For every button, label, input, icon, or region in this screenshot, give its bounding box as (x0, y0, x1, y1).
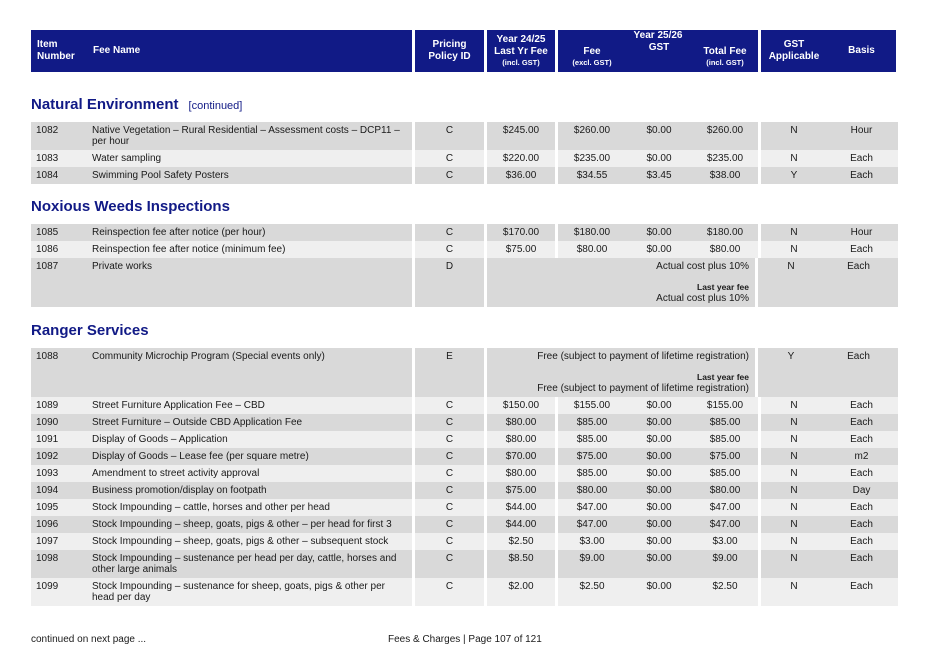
page-info: Fees & Charges | Page 107 of 121 (388, 634, 542, 645)
basis: m2 (854, 451, 869, 462)
fee-name: Stock Impounding – sheep, goats, pigs & other – per head for first 3 (92, 519, 392, 530)
item-number: 1092 (36, 451, 59, 462)
total-fee: $180.00 (706, 227, 744, 238)
pricing-policy-id: C (445, 468, 454, 479)
gst-applicable: Y (787, 351, 795, 362)
continued-note: continued on next page ... (31, 634, 147, 645)
gst-amount: $0.00 (646, 227, 672, 238)
gst-amount: $0.00 (646, 536, 672, 547)
basis: Each (850, 244, 873, 255)
basis: Each (850, 468, 873, 479)
gst-amount: $3.45 (646, 170, 672, 181)
last-year-fee-text: Actual cost plus 10% (656, 293, 749, 304)
gst-applicable: N (790, 502, 798, 513)
gst-applicable: N (790, 153, 798, 164)
total-fee: $38.00 (709, 170, 741, 181)
fee-name: Stock Impounding – sustenance per head per day, cattle, horses and other large animals (92, 553, 397, 575)
fee-excl-gst: $9.00 (579, 553, 605, 564)
total-fee: $9.00 (712, 553, 738, 564)
total-fee: $80.00 (709, 485, 741, 496)
section-title-text: Ranger Services (31, 322, 149, 339)
total-fee: $85.00 (709, 468, 741, 479)
gst-amount: $0.00 (646, 244, 672, 255)
basis: Hour (850, 227, 873, 238)
gst-applicable: N (790, 451, 798, 462)
fee-excl-gst: $80.00 (576, 485, 608, 496)
table-row (31, 482, 898, 499)
total-fee: $85.00 (709, 417, 741, 428)
pricing-policy-id: C (445, 581, 454, 592)
last-year-fee: $2.00 (508, 581, 534, 592)
fee-excl-gst: $235.00 (573, 153, 611, 164)
fee-name: Private works (92, 261, 153, 272)
fee-text-span (487, 258, 755, 307)
gst-applicable: N (790, 227, 798, 238)
header-basis: Basis (827, 30, 896, 72)
table-row (31, 550, 898, 578)
basis: Each (850, 417, 873, 428)
fee-excl-gst: $80.00 (576, 244, 608, 255)
fee-name: Reinspection fee after notice (per hour) (92, 227, 266, 238)
section-title (31, 196, 898, 218)
fee-name: Water sampling (92, 153, 162, 164)
item-number: 1083 (36, 153, 59, 164)
section-title (31, 320, 898, 342)
table-row (31, 533, 898, 550)
table-row (31, 122, 898, 150)
basis: Each (847, 261, 870, 272)
last-year-fee: $2.50 (508, 536, 534, 547)
header-fee: Fee (excl. GST) (558, 41, 626, 72)
basis: Hour (850, 125, 873, 136)
pricing-policy-id: C (445, 153, 454, 164)
gst-amount: $0.00 (646, 451, 672, 462)
fee-table-page (31, 30, 898, 606)
header-pricing-policy: Pricing Policy ID (415, 30, 484, 72)
table-row (31, 167, 898, 184)
fee-name: Swimming Pool Safety Posters (92, 170, 229, 181)
fee-name: Amendment to street activity approval (92, 468, 260, 479)
table-row (31, 578, 898, 606)
pricing-policy-id: C (445, 485, 454, 496)
gst-applicable: N (790, 468, 798, 479)
table-row (31, 465, 898, 482)
gst-applicable: N (787, 261, 795, 272)
gst-amount: $0.00 (646, 434, 672, 445)
fee-sections (31, 94, 898, 606)
pricing-policy-id: C (445, 227, 454, 238)
last-year-fee: $75.00 (505, 485, 537, 496)
last-year-fee-label: Last year fee (697, 282, 749, 292)
gst-amount: $0.00 (646, 519, 672, 530)
gst-amount: $0.00 (646, 485, 672, 496)
section-title-text: Noxious Weeds Inspections (31, 198, 230, 215)
fee-name: Business promotion/display on footpath (92, 485, 267, 496)
gst-applicable: N (790, 125, 798, 136)
fee-name: Street Furniture – Outside CBD Application Fee (92, 417, 303, 428)
fee-excl-gst: $155.00 (573, 400, 611, 411)
total-fee: $75.00 (709, 451, 741, 462)
last-year-fee: $80.00 (505, 417, 537, 428)
fee-excl-gst: $85.00 (576, 434, 608, 445)
fee-text: Actual cost plus 10% (656, 261, 749, 272)
table-row (31, 150, 898, 167)
header-gst-applicable: GST Applicable (761, 30, 827, 72)
gst-amount: $0.00 (646, 581, 672, 592)
last-year-fee: $8.50 (508, 553, 534, 564)
header-fee-name: Fee Name (87, 30, 412, 72)
gst-amount: $0.00 (646, 125, 672, 136)
basis: Each (850, 581, 873, 592)
fee-excl-gst: $85.00 (576, 417, 608, 428)
item-number: 1087 (36, 261, 59, 272)
gst-applicable: N (790, 536, 798, 547)
total-fee: $2.50 (712, 581, 738, 592)
fee-excl-gst: $34.55 (576, 170, 608, 181)
fee-excl-gst: $260.00 (573, 125, 611, 136)
basis: Each (850, 434, 873, 445)
header-year-2526-group: Year 25/26 Fee (excl. GST) GST Total Fee (incl. GST) (558, 30, 758, 72)
basis: Each (850, 153, 873, 164)
pricing-policy-id: C (445, 170, 454, 181)
pricing-policy-id: C (445, 536, 454, 547)
fee-text: Free (subject to payment of lifetime registration) (537, 351, 749, 362)
gst-amount: $0.00 (646, 153, 672, 164)
fee-excl-gst: $47.00 (576, 502, 608, 513)
table-row (31, 516, 898, 533)
total-fee: $235.00 (706, 153, 744, 164)
table-row (31, 258, 898, 307)
gst-amount: $0.00 (646, 417, 672, 428)
total-fee: $47.00 (709, 502, 741, 513)
gst-applicable: N (790, 485, 798, 496)
basis: Each (850, 519, 873, 530)
total-fee: $155.00 (706, 400, 744, 411)
pricing-policy-id: D (445, 261, 454, 272)
basis: Each (850, 536, 873, 547)
total-fee: $85.00 (709, 434, 741, 445)
section-title-text: Natural Environment (31, 96, 179, 113)
pricing-policy-id: E (446, 351, 453, 362)
pricing-policy-id: C (445, 451, 454, 462)
total-fee: $3.00 (712, 536, 738, 547)
basis: Day (852, 485, 871, 496)
last-year-fee: $44.00 (505, 502, 537, 513)
gst-applicable: N (790, 417, 798, 428)
last-year-fee: $220.00 (502, 153, 540, 164)
item-number: 1086 (36, 244, 59, 255)
last-year-fee: $75.00 (505, 244, 537, 255)
basis: Each (850, 553, 873, 564)
pricing-policy-id: C (445, 502, 454, 513)
item-number: 1097 (36, 536, 59, 547)
item-number: 1088 (36, 351, 59, 362)
item-number: 1098 (36, 553, 59, 564)
item-number: 1091 (36, 434, 59, 445)
basis: Each (850, 400, 873, 411)
fee-excl-gst: $180.00 (573, 227, 611, 238)
item-number: 1089 (36, 400, 59, 411)
basis: Each (850, 502, 873, 513)
last-year-fee: $44.00 (505, 519, 537, 530)
gst-applicable: N (790, 581, 798, 592)
pricing-policy-id: C (445, 417, 454, 428)
item-number: 1096 (36, 519, 59, 530)
item-number: 1090 (36, 417, 59, 428)
item-number: 1085 (36, 227, 59, 238)
fee-name: Display of Goods – Application (92, 434, 228, 445)
table-row (31, 241, 898, 258)
last-year-fee: $170.00 (502, 227, 540, 238)
item-number: 1084 (36, 170, 59, 181)
last-year-fee: $36.00 (505, 170, 537, 181)
table-row (31, 397, 898, 414)
gst-amount: $0.00 (646, 502, 672, 513)
table-row (31, 431, 898, 448)
page-footer (31, 634, 898, 648)
table-row (31, 414, 898, 431)
last-year-fee-label: Last year fee (697, 372, 749, 382)
fee-excl-gst: $2.50 (579, 581, 605, 592)
fee-name: Street Furniture Application Fee – CBD (92, 400, 265, 411)
fee-name: Stock Impounding – cattle, horses and other per head (92, 502, 330, 513)
item-number: 1093 (36, 468, 59, 479)
fee-name: Display of Goods – Lease fee (per square metre) (92, 451, 309, 462)
last-year-fee: $80.00 (505, 434, 537, 445)
last-year-fee: $70.00 (505, 451, 537, 462)
pricing-policy-id: C (445, 125, 454, 136)
fee-name: Stock Impounding – sheep, goats, pigs & other – subsequent stock (92, 536, 389, 547)
gst-amount: $0.00 (646, 468, 672, 479)
header-item-number: Item Number (31, 30, 87, 72)
table-row (31, 224, 898, 241)
pricing-policy-id: C (445, 434, 454, 445)
fee-name: Reinspection fee after notice (minimum fee) (92, 244, 286, 255)
fee-name: Native Vegetation – Rural Residential – Assessment costs – DCP11 – per hour (92, 125, 400, 147)
last-year-fee: $245.00 (502, 125, 540, 136)
pricing-policy-id: C (445, 519, 454, 530)
gst-applicable: Y (790, 170, 798, 181)
table-row (31, 499, 898, 516)
gst-amount: $0.00 (646, 400, 672, 411)
table-header (31, 30, 898, 72)
gst-applicable: N (790, 553, 798, 564)
table-row (31, 448, 898, 465)
pricing-policy-id: C (445, 400, 454, 411)
fee-excl-gst: $75.00 (576, 451, 608, 462)
last-year-fee-text: Free (subject to payment of lifetime registration) (537, 383, 749, 394)
total-fee: $260.00 (706, 125, 744, 136)
gst-applicable: N (790, 400, 798, 411)
section-continued-label: [continued] (188, 100, 243, 112)
fee-excl-gst: $85.00 (576, 468, 608, 479)
last-year-fee: $150.00 (502, 400, 540, 411)
basis: Each (847, 351, 870, 362)
gst-applicable: N (790, 244, 798, 255)
last-year-fee: $80.00 (505, 468, 537, 479)
gst-applicable: N (790, 519, 798, 530)
gst-amount: $0.00 (646, 553, 672, 564)
header-last-yr-fee: Year 24/25 Last Yr Fee (incl. GST) (487, 30, 555, 72)
total-fee: $47.00 (709, 519, 741, 530)
fee-excl-gst: $3.00 (579, 536, 605, 547)
gst-applicable: N (790, 434, 798, 445)
pricing-policy-id: C (445, 553, 454, 564)
header-total-fee: Total Fee (incl. GST) (692, 41, 758, 72)
fee-excl-gst: $47.00 (576, 519, 608, 530)
header-gst: GST (626, 41, 692, 72)
section-title (31, 94, 898, 116)
item-number: 1095 (36, 502, 59, 513)
pricing-policy-id: C (445, 244, 454, 255)
item-number: 1082 (36, 125, 59, 136)
item-number: 1094 (36, 485, 59, 496)
fee-name: Stock Impounding – sustenance for sheep, goats, pigs & other per head per day (92, 581, 385, 603)
item-number: 1099 (36, 581, 59, 592)
fee-name: Community Microchip Program (Special events only) (92, 351, 325, 362)
total-fee: $80.00 (709, 244, 741, 255)
fee-text-span (487, 348, 755, 397)
table-row (31, 348, 898, 397)
basis: Each (850, 170, 873, 181)
